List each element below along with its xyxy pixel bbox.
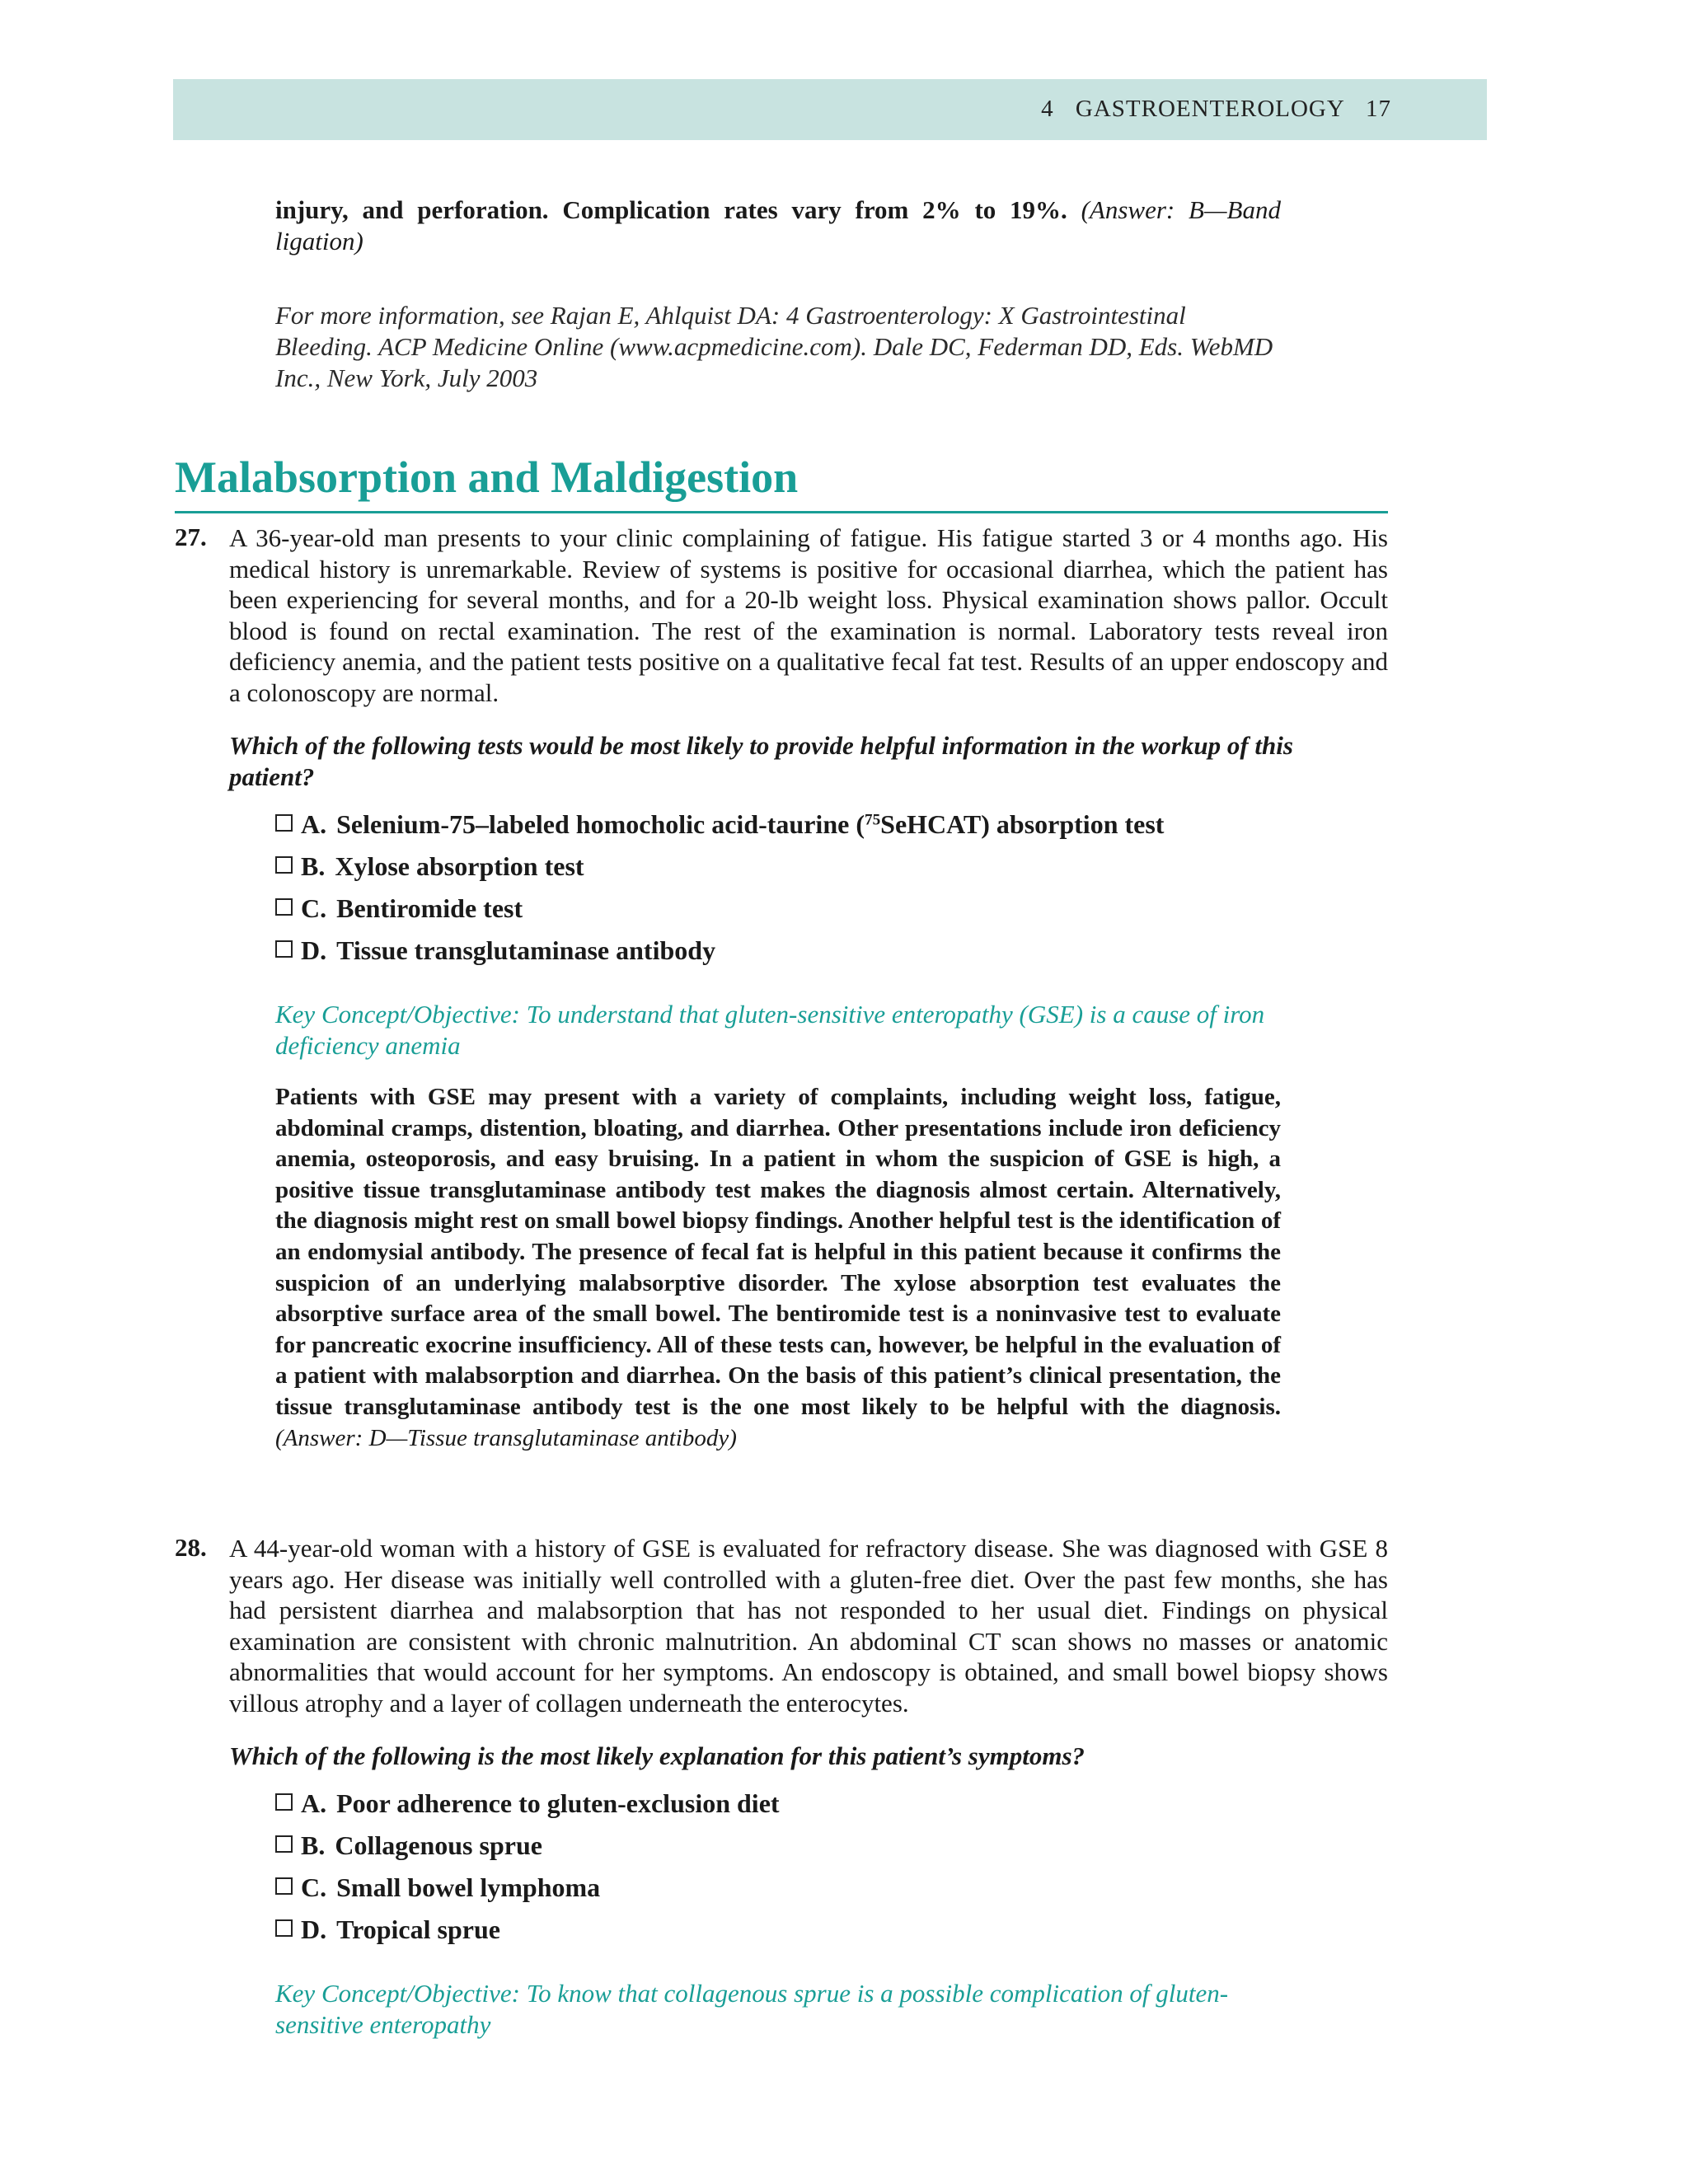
checkbox-icon[interactable]	[275, 856, 293, 874]
q28-option-b[interactable]: B. Collagenous sprue	[275, 1830, 542, 1861]
question-28-number: 28.	[175, 1533, 207, 1562]
previous-answer-key: (Answer: B—Band ligation)	[275, 195, 1281, 255]
reference-note: For more information, see Rajan E, Ahlquist DA: 4 Gastroenterology: X Gastrointestinal Bleeding. ACP Medicine Online (www.acpmedicine.com). Dale DC, Federman DD, Eds. WebMD Inc., New York, July 2003	[275, 301, 1273, 392]
explanation-body: Patients with GSE may present with a variety of complaints, including weight loss, fatigue, abdominal cramps, distention, bloating, and diarrhea. Other presentations include iron deficiency anemia, osteoporosis, and easy bruising. In a patient in whom the suspicion of GSE is high, a positive tissue transglutaminase antibody test makes the diagnosis almost certain. Alternatively, the diagnosis might rest on small bowel biopsy findings. Another helpful test is the identification of an endomysial antibody. The presence of fecal fat is helpful in this patient because it confirms the suspicion of an underlying malabsorptive disorder. The xylose absorption test evaluates the absorptive surface area of the small bowel. The bentiromide test is a noninvasive test to evaluate for pancreatic exocrine insufficiency. All of these tests can, however, be helpful in the evaluation of a patient with malabsorption and diarrhea. On the basis of this patient’s clinical presentation, the tissue transglutaminase antibody test is the one most likely to be helpful with the diagnosis.	[275, 1084, 1281, 1420]
question-28-prompt: Which of the following is the most likely explanation for this patient’s symptoms?	[229, 1741, 1085, 1770]
q28-option-c[interactable]: C. Small bowel lymphoma	[275, 1872, 600, 1903]
q28-option-d[interactable]: D. Tropical sprue	[275, 1915, 500, 1945]
checkbox-icon[interactable]	[275, 1877, 293, 1895]
q27-option-b[interactable]: B. Xylose absorption test	[275, 851, 584, 882]
q28-option-a[interactable]: A. Poor adherence to gluten-exclusion diet	[275, 1788, 780, 1819]
header-text	[1041, 96, 1391, 123]
question-27-prompt: Which of the following tests would be most likely to provide helpful information in the workup of this patient?	[229, 731, 1293, 791]
checkbox-icon[interactable]	[275, 814, 293, 832]
question-28-key-concept: Key Concept/Objective: To know that collagenous sprue is a possible complication of gluten-sensitive enteropathy	[275, 1979, 1229, 2039]
q27-option-c[interactable]: C. Bentiromide test	[275, 893, 523, 924]
question-27-number: 27.	[175, 523, 207, 551]
question-28-stem: A 44-year-old woman with a history of GSE is evaluated for refractory disease. She was diagnosed with GSE 8 years ago. Her disease was initially well controlled with a gluten-free diet. Over the past few months, she has had persistent diarrhea and malabsorption that has not responded to her usual diet. Findings on physical examination are consistent with chronic malnutrition. An abdominal CT scan shows no masses or anatomic abnormalities that would account for her symptoms. An endoscopy is obtained, and small bowel biopsy shows villous atrophy and a layer of collagen underneath the enterocytes.	[229, 1534, 1388, 1718]
chapter-number: 4	[1041, 96, 1054, 122]
question-27-explanation	[275, 1082, 1281, 1454]
checkbox-icon[interactable]	[275, 1919, 293, 1937]
q27-option-a[interactable]: A. Selenium-75–labeled homocholic acid-taurine ($^{75}$SeHCAT) absorption test	[275, 809, 1164, 840]
question-27-stem: A 36-year-old man presents to your clinic complaining of fatigue. His fatigue started 3 or 4 months ago. His medical history is unremarkable. Review of systems is positive for occasional diarrhea, which the patient has been experiencing for several months, and for a 20-lb weight loss. Physical examination shows pallor. Occult blood is found on rectal examination. The rest of the examination is normal. Laboratory tests reveal iron deficiency anemia, and the patient tests positive on a qualitative fecal fat test. Results of an upper endoscopy and a colonoscopy are normal.	[229, 523, 1388, 707]
checkbox-icon[interactable]	[275, 1793, 293, 1811]
running-header	[173, 79, 1487, 140]
section-title: Malabsorption and Maldigestion	[175, 452, 1388, 513]
page-number: 17	[1366, 96, 1391, 122]
previous-answer-text	[275, 194, 1281, 257]
checkbox-icon[interactable]	[275, 1835, 293, 1853]
question-27-answer: (Answer: D—Tissue transglutaminase antibody)	[275, 1424, 737, 1451]
checkbox-icon[interactable]	[275, 898, 293, 916]
question-27-key-concept: Key Concept/Objective: To understand that gluten-sensitive enteropathy (GSE) is a cause of iron deficiency anemia	[275, 1000, 1265, 1060]
q27-option-d[interactable]: D. Tissue transglutaminase antibody	[275, 935, 715, 966]
chapter-name: GASTROENTEROLOGY	[1075, 96, 1344, 122]
checkbox-icon[interactable]	[275, 940, 293, 958]
previous-answer-body: injury, and perforation. Complication rates vary from 2% to 19%.	[275, 195, 1067, 224]
